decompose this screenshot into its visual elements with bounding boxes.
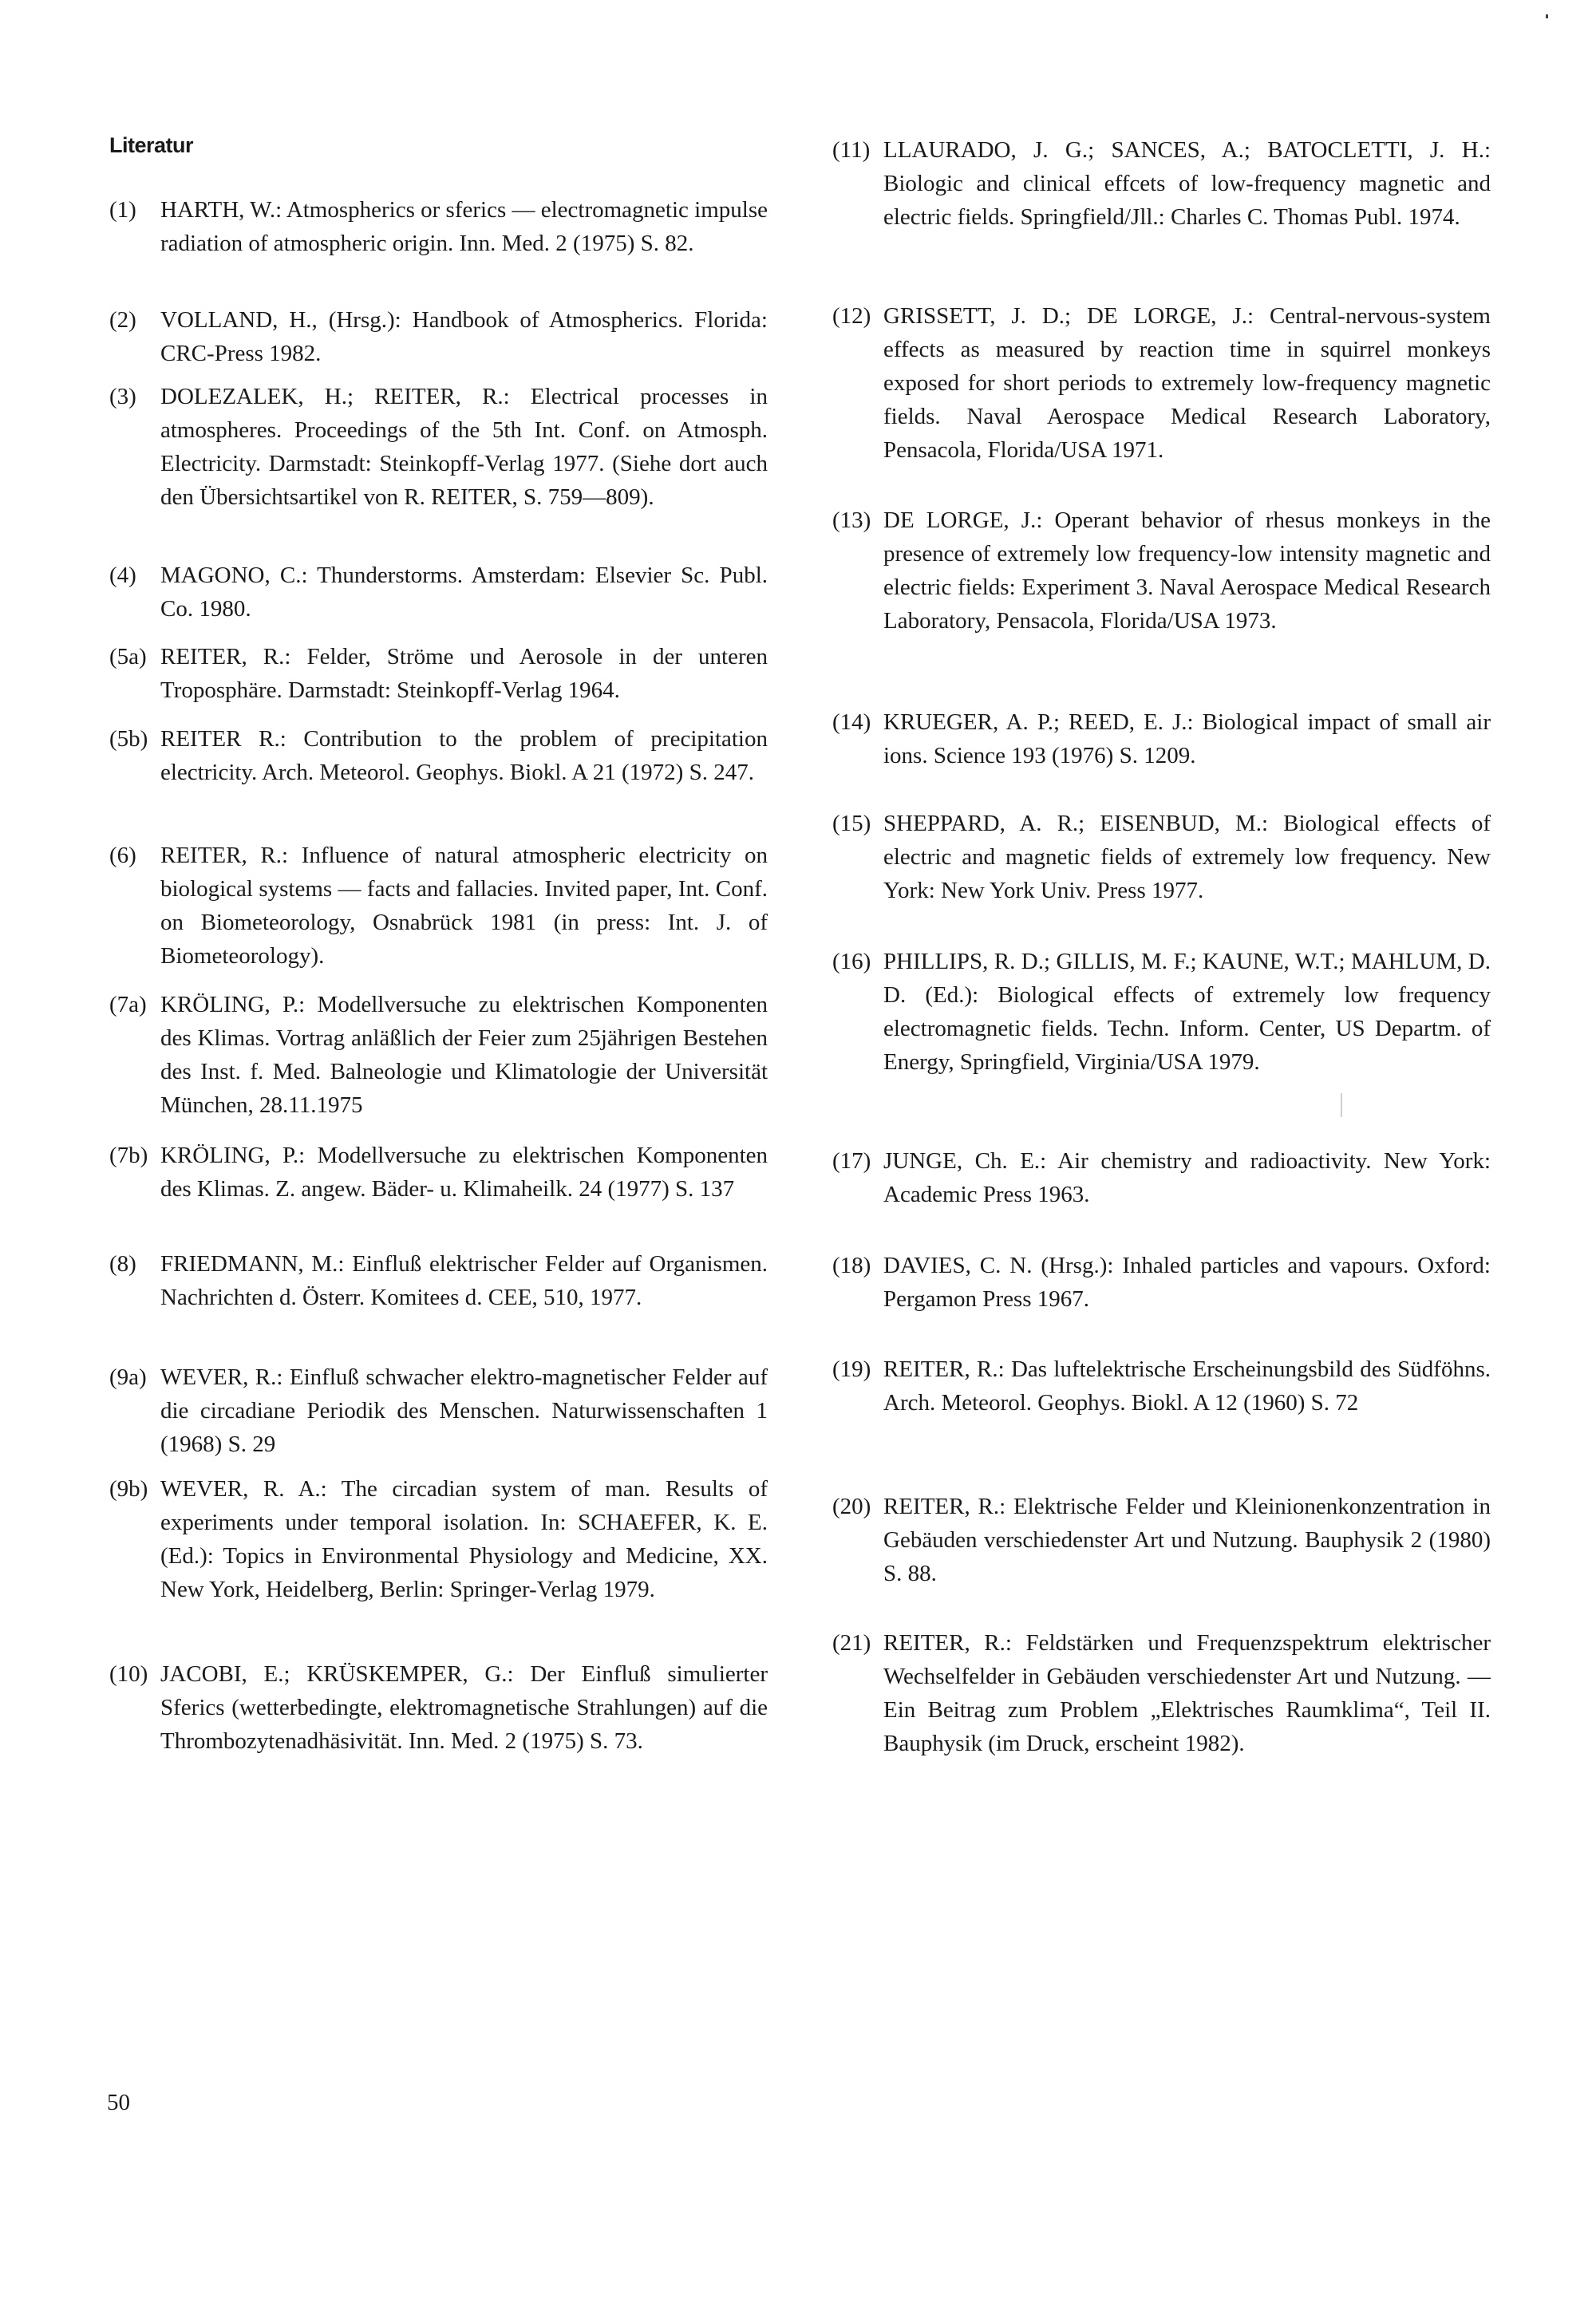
reference-text: JUNGE, Ch. E.: Air chemistry and radioactivity. New York: Academic Press 1963. bbox=[883, 1148, 1491, 1207]
reference-number: (2) bbox=[109, 307, 136, 333]
reference-text: REITER R.: Contribution to the problem of precipitation electricity. Arch. Meteorol. Geophys. Biokl. A 21 (1972) S. 247. bbox=[160, 726, 768, 785]
reference-entry bbox=[109, 988, 768, 1122]
reference-text: KRÖLING, P.: Modellversuche zu elektrischen Komponenten des Klimas. Z. angew. Bäder- u. Klimaheilk. 24 (1977) S. 137 bbox=[160, 1143, 768, 1202]
reference-entry bbox=[109, 1247, 768, 1314]
reference-number: (21) bbox=[832, 1630, 871, 1656]
reference-text: REITER, R.: Felder, Ströme und Aerosole in der unteren Troposphäre. Darmstadt: Steinkopff-Verlag 1964. bbox=[160, 644, 768, 703]
reference-number: (15) bbox=[832, 811, 871, 836]
reference-entry bbox=[109, 1657, 768, 1758]
reference-number: (6) bbox=[109, 843, 136, 868]
reference-entry bbox=[832, 1249, 1491, 1316]
reference-text: REITER, R.: Influence of natural atmospheric electricity on biological systems — facts and fallacies. Invited paper, Int. Conf. on Biometeorology, Osnabrück 1981 (in press: Int. J. of Biometeorology). bbox=[160, 843, 768, 969]
reference-number: (4) bbox=[109, 563, 136, 588]
scan-artifact bbox=[1546, 14, 1548, 18]
reference-entry bbox=[832, 299, 1491, 467]
reference-entry bbox=[109, 1139, 768, 1206]
reference-entry bbox=[832, 705, 1491, 772]
reference-text: GRISSETT, J. D.; DE LORGE, J.: Central-nervous-system effects as measured by reaction time in squirrel monkeys exposed for short periods to extremely low-frequency magnetic fields. Naval Aerospace Medical Research Laboratory, Pensacola, Florida/USA 1971. bbox=[883, 303, 1491, 463]
reference-entry bbox=[109, 1472, 768, 1606]
reference-text: LLAURADO, J. G.; SANCES, A.; BATOCLETTI, J. H.: Biologic and clinical effcets of low-frequency magnetic and electric fields. Springfield/Jll.: Charles C. Thomas Publ. 1974. bbox=[883, 137, 1491, 230]
reference-entry bbox=[832, 1490, 1491, 1590]
reference-entry bbox=[832, 1626, 1491, 1760]
scan-artifact bbox=[1341, 1093, 1342, 1117]
reference-text: WEVER, R. A.: The circadian system of man. Results of experiments under temporal isolation. In: SCHAEFER, K. E. (Ed.): Topics in Environmental Physiology and Medicine, XX. New York, Heidelberg, Berlin: Springer-Verlag 1979. bbox=[160, 1476, 768, 1602]
reference-entry bbox=[109, 640, 768, 707]
reference-text: JACOBI, E.; KRÜSKEMPER, G.: Der Einfluß simulierter Sferics (wetterbedingte, elektromagnetische Strahlungen) auf die Thrombozytenadhäsivität. Inn. Med. 2 (1975) S. 73. bbox=[160, 1661, 768, 1754]
reference-number: (13) bbox=[832, 507, 871, 533]
reference-text: MAGONO, C.: Thunderstorms. Amsterdam: Elsevier Sc. Publ. Co. 1980. bbox=[160, 563, 768, 622]
reference-number: (7a) bbox=[109, 992, 147, 1017]
reference-number: (9a) bbox=[109, 1364, 147, 1390]
reference-number: (16) bbox=[832, 949, 871, 974]
reference-number: (7b) bbox=[109, 1143, 148, 1168]
reference-text: WEVER, R.: Einfluß schwacher elektro-magnetischer Felder auf die circadiane Periodik des Menschen. Naturwissenschaften 1 (1968) S. 29 bbox=[160, 1364, 768, 1457]
reference-entry bbox=[832, 1144, 1491, 1211]
reference-number: (11) bbox=[832, 137, 871, 163]
reference-number: (14) bbox=[832, 709, 871, 735]
reference-number: (18) bbox=[832, 1253, 871, 1278]
reference-text: SHEPPARD, A. R.; EISENBUD, M.: Biological effects of electric and magnetic fields of extremely low frequency. New York: New York Univ. Press 1977. bbox=[883, 811, 1491, 903]
reference-number: (1) bbox=[109, 197, 136, 223]
reference-text: REITER, R.: Elektrische Felder und Kleinionenkonzentration in Gebäuden verschiedenster Art und Nutzung. Bauphysik 2 (1980) S. 88. bbox=[883, 1494, 1491, 1586]
reference-entry bbox=[109, 559, 768, 626]
reference-entry bbox=[109, 722, 768, 789]
reference-entry bbox=[832, 503, 1491, 638]
reference-number: (8) bbox=[109, 1251, 136, 1277]
reference-text: REITER, R.: Feldstärken und Frequenzspektrum elektrischer Wechselfelder in Gebäuden verschiedenster Art und Nutzung. — Ein Beitrag zum Problem „Elektrisches Raumklima“, Teil II. Bauphysik (im Druck, erscheint 1982). bbox=[883, 1630, 1491, 1756]
reference-text: DE LORGE, J.: Operant behavior of rhesus monkeys in the presence of extremely low frequency-low intensity magnetic and electric fields: Experiment 3. Naval Aerospace Medical Research Laboratory, Pensacola, Florida/USA 1973. bbox=[883, 507, 1491, 634]
reference-number: (19) bbox=[832, 1356, 871, 1382]
section-heading: Literatur bbox=[109, 133, 194, 157]
reference-entry bbox=[832, 1352, 1491, 1420]
reference-entry bbox=[109, 1360, 768, 1461]
reference-text: VOLLAND, H., (Hrsg.): Handbook of Atmospherics. Florida: CRC-Press 1982. bbox=[160, 307, 768, 366]
reference-number: (20) bbox=[832, 1494, 871, 1519]
reference-text: HARTH, W.: Atmospherics or sferics — electromagnetic impulse radiation of atmospheric origin. Inn. Med. 2 (1975) S. 82. bbox=[160, 197, 768, 256]
reference-entry bbox=[109, 380, 768, 514]
reference-number: (5b) bbox=[109, 726, 148, 752]
reference-number: (5a) bbox=[109, 644, 147, 669]
reference-number: (17) bbox=[832, 1148, 871, 1174]
reference-number: (3) bbox=[109, 384, 136, 409]
reference-entry bbox=[832, 807, 1491, 907]
reference-entry bbox=[109, 839, 768, 973]
reference-text: PHILLIPS, R. D.; GILLIS, M. F.; KAUNE, W.T.; MAHLUM, D. D. (Ed.): Biological effects of extremely low frequency electromagnetic fields. Techn. Inform. Center, US Departm. of Energy, Springfield, Virginia/USA 1979. bbox=[883, 949, 1491, 1075]
reference-text: KRÖLING, P.: Modellversuche zu elektrischen Komponenten des Klimas. Vortrag anläßlich der Feier zum 25jährigen Bestehen des Inst. f. Med. Balneologie und Klimatologie der Universität München, 28.11.1975 bbox=[160, 992, 768, 1118]
reference-text: REITER, R.: Das luftelektrische Erscheinungsbild des Südföhns. Arch. Meteorol. Geophys. Biokl. A 12 (1960) S. 72 bbox=[883, 1356, 1491, 1416]
page-number: 50 bbox=[107, 2090, 130, 2115]
reference-entry bbox=[832, 945, 1491, 1079]
reference-text: FRIEDMANN, M.: Einfluß elektrischer Felder auf Organismen. Nachrichten d. Österr. Komitees d. CEE, 510, 1977. bbox=[160, 1251, 768, 1310]
reference-text: DAVIES, C. N. (Hrsg.): Inhaled particles and vapours. Oxford: Pergamon Press 1967. bbox=[883, 1253, 1491, 1312]
reference-entry bbox=[109, 303, 768, 370]
reference-number: (12) bbox=[832, 303, 871, 329]
reference-number: (10) bbox=[109, 1661, 148, 1687]
reference-text: KRUEGER, A. P.; REED, E. J.: Biological impact of small air ions. Science 193 (1976) S. 1209. bbox=[883, 709, 1491, 768]
reference-text: DOLEZALEK, H.; REITER, R.: Electrical processes in atmospheres. Proceedings of the 5th Int. Conf. on Atmosph. Electricity. Darmstadt: Steinkopff-Verlag 1977. (Siehe dort auch den Übersichtsartikel von R. REITER, S. 759—809). bbox=[160, 384, 768, 510]
reference-entry bbox=[109, 193, 768, 260]
reference-number: (9b) bbox=[109, 1476, 148, 1502]
reference-entry bbox=[832, 133, 1491, 234]
